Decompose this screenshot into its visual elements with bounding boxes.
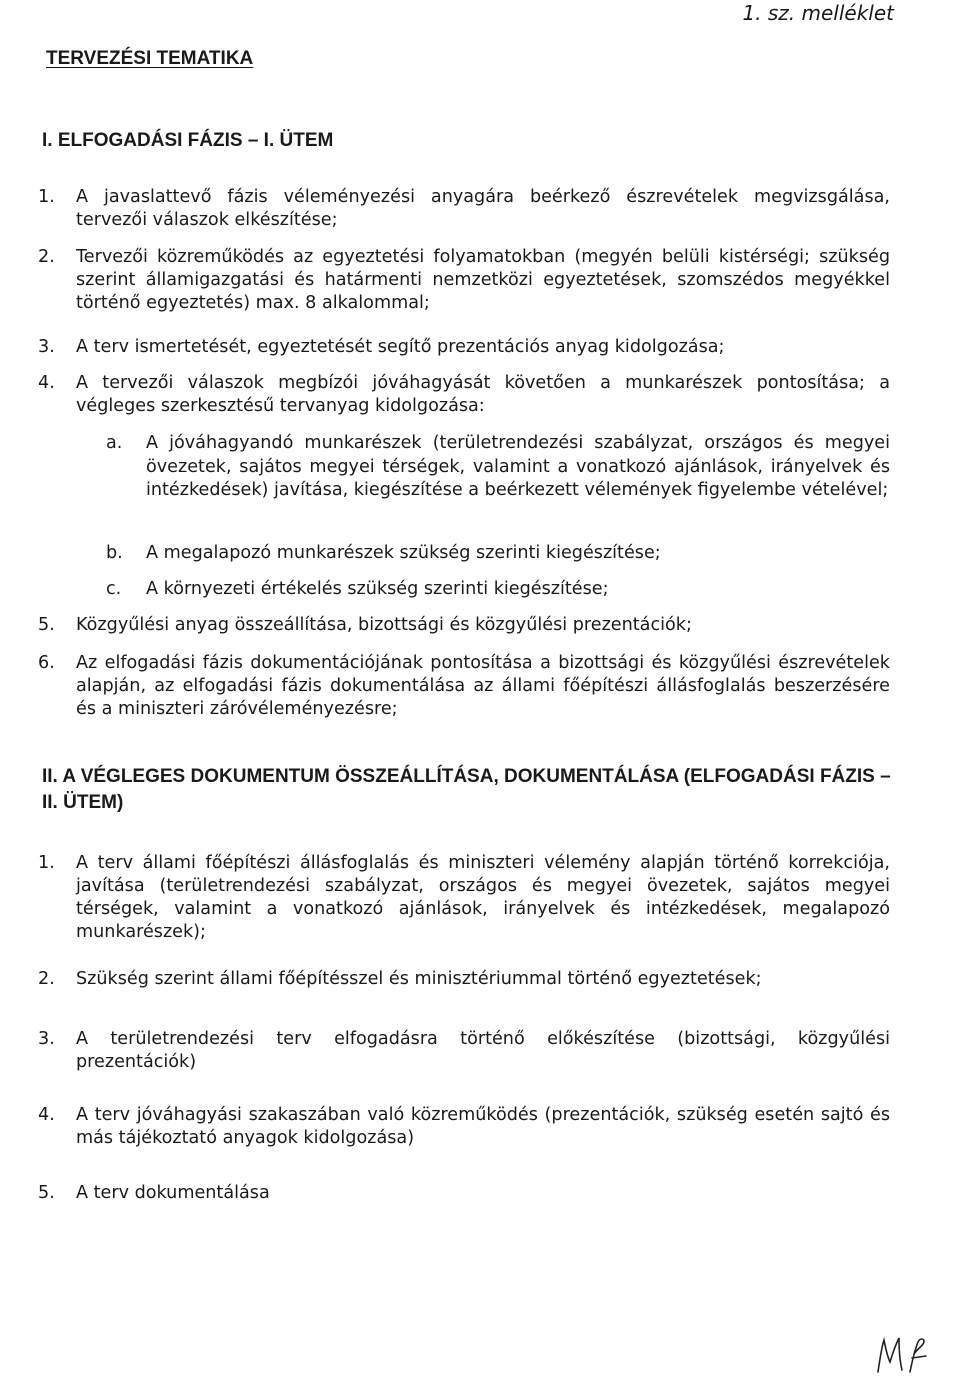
item-number: 5. (38, 1183, 55, 1203)
section-1-item-5 (38, 614, 890, 637)
item-text: Szükség szerint állami főépítésszel és minisztériummal történő egyeztetések; (76, 969, 762, 989)
section-1-subitem-c (106, 578, 890, 602)
item-text: Az elfogadási fázis dokumentációjának pontosítása a bizottsági és közgyűlési észrevételek alapján, az elfogadási fázis dokumentálása az állami főépítészi állásfoglalás beszerzésére és a miniszteri záróvéleményezésre; (76, 653, 890, 719)
document-title: TERVEZÉSI TEMATIKA (46, 48, 254, 69)
item-text: Közgyűlési anyag összeállítása, bizottsági és közgyűlési prezentációk; (76, 615, 692, 635)
item-text: A terv dokumentálása (76, 1183, 270, 1203)
item-text: A terv állami főépítészi állásfoglalás és miniszteri vélemény alapján történő korrekciója, javítása (területrendezési szabályzat, országos és megyei övezetek, sajátos megyei térségek, valamint a vonatkozó ajánlások, irányelvek és intézkedések, megalapozó munkarészek); (76, 853, 890, 942)
item-number: 1. (38, 187, 55, 207)
item-number: 3. (38, 337, 55, 357)
section-1-subitem-a (106, 432, 890, 503)
subitem-text: A környezeti értékelés szükség szerinti kiegészítése; (146, 579, 609, 599)
item-text: Tervezői közreműködés az egyeztetési folyamatokban (megyén belüli kistérségi; szükség szerint államigazgatási és határmenti nemzetközi egyeztetések, szomszédos megyékkel történő egyeztetés) max. 8 alkalommal; (76, 247, 890, 313)
item-number: 4. (38, 373, 55, 393)
item-text: A terv ismertetését, egyeztetését segítő prezentációs anyag kidolgozása; (76, 337, 725, 357)
item-number: 2. (38, 969, 55, 989)
section-1-item-4 (38, 372, 890, 418)
section-1-item-6 (38, 652, 890, 721)
section-2-item-5 (38, 1182, 890, 1205)
item-text: A javaslattevő fázis véleményezési anyagára beérkező észrevételek megvizsgálása, tervezői válaszok elkészítése; (76, 187, 890, 230)
item-number: 6. (38, 653, 55, 673)
subitem-text: A jóváhagyandó munkarészek (területrendezési szabályzat, országos és megyei övezetek, sajátos megyei térségek, valamint a vonatkozó ajánlások, irányelvek és intézkedések) javítása, kiegészítése a beérkezett vélemények figyelembe vételével; (146, 433, 890, 500)
section-2-item-1 (38, 852, 890, 944)
item-text: A terv jóváhagyási szakaszában való közreműködés (prezentációk, szükség esetén sajtó és más tájékoztató anyagok kidolgozása) (76, 1105, 890, 1148)
item-number: 4. (38, 1105, 55, 1125)
subitem-letter: b. (106, 543, 123, 563)
section-1-subitem-b (106, 542, 890, 566)
section-2-item-3 (38, 1028, 890, 1074)
item-number: 5. (38, 615, 55, 635)
annex-label: 1. sz. melléklet (742, 1, 894, 25)
section-2-heading: II. A VÉGLEGES DOKUMENTUM ÖSSZEÁLLÍTÁSA, DOKUMENTÁLÁSA (ELFOGADÁSI FÁZIS – II. ÜTEM) (42, 766, 891, 813)
section-1-item-1 (38, 186, 890, 232)
item-number: 3. (38, 1029, 55, 1049)
item-number: 1. (38, 853, 55, 873)
item-text: A tervezői válaszok megbízói jóváhagyását követően a munkarészek pontosítása; a végleges szerkesztésű tervanyag kidolgozása: (76, 373, 890, 416)
section-2-item-2 (38, 968, 890, 991)
item-number: 2. (38, 247, 55, 267)
subitem-letter: c. (106, 579, 122, 599)
item-text: A területrendezési terv elfogadásra történő előkészítése (bizottsági, közgyűlési prezentációk) (76, 1029, 890, 1072)
section-1-heading: I. ELFOGADÁSI FÁZIS – I. ÜTEM (42, 130, 334, 151)
section-2-item-4 (38, 1104, 890, 1150)
section-1-item-2 (38, 246, 890, 315)
subitem-letter: a. (106, 433, 123, 453)
handwritten-initials-signature (872, 1332, 940, 1376)
section-1-item-3 (38, 336, 890, 359)
subitem-text: A megalapozó munkarészek szükség szerinti kiegészítése; (146, 543, 661, 563)
